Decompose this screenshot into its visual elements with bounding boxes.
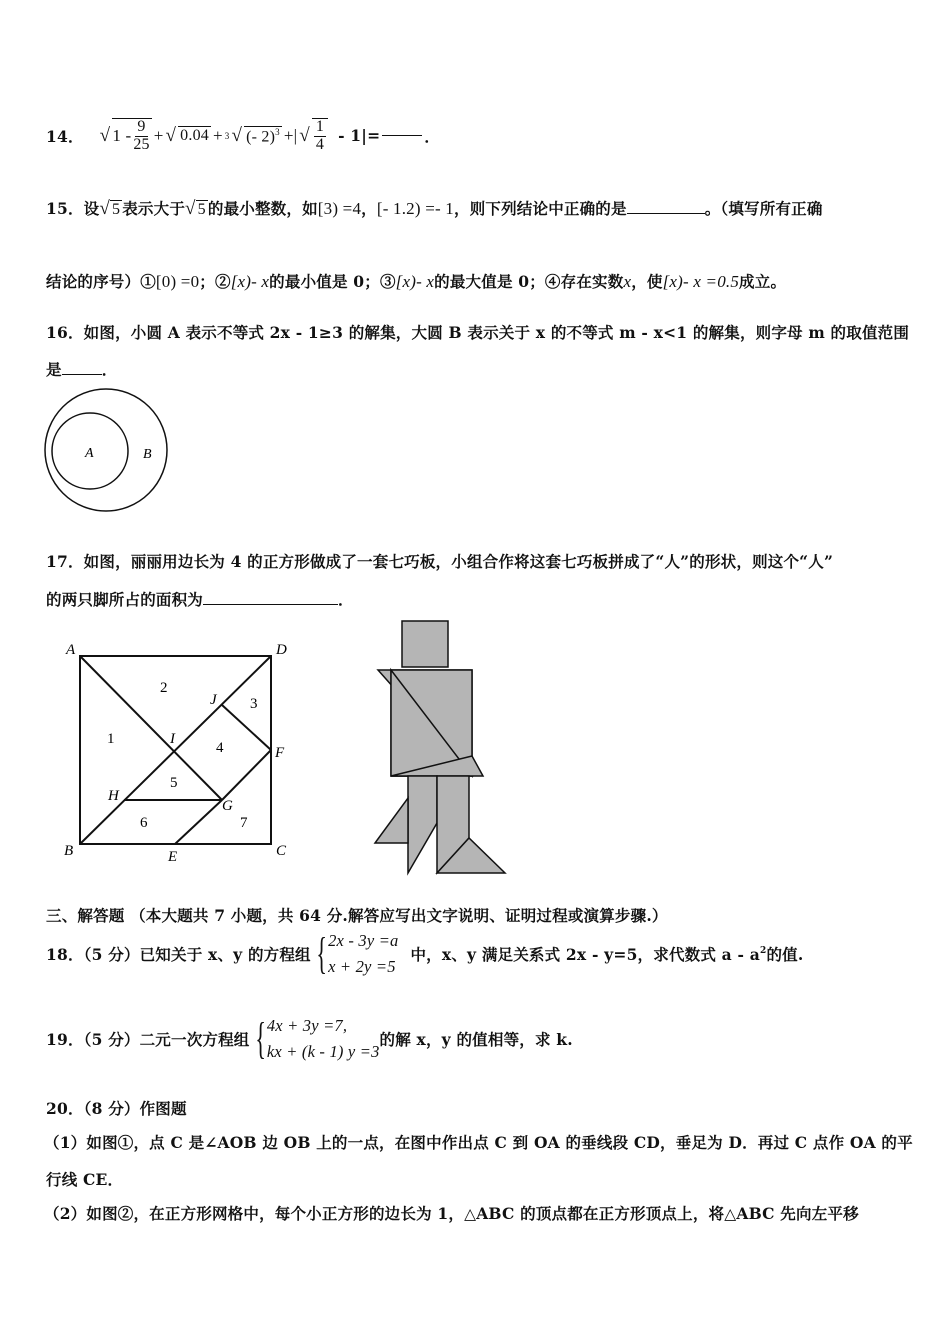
vertex-label: F xyxy=(275,745,285,761)
section-3-text: 三、解答题 （本大题共 7 小题，共 64 分.解答应写出文字说明、证明过程或演算步骤.） xyxy=(46,906,668,925)
question-15-line-2 xyxy=(46,270,786,292)
question-19 xyxy=(46,1013,573,1064)
q14-fraction-9-25 xyxy=(133,119,149,154)
fraction-numerator: 1 xyxy=(315,118,325,135)
q20-text: 20．（8 分）作图题 xyxy=(46,1099,187,1118)
question-20-part-2-line-1 xyxy=(44,1202,859,1224)
circle-b-label: B xyxy=(143,447,152,462)
q14-fraction-1-4 xyxy=(314,119,326,154)
answer-blank xyxy=(382,135,422,136)
left-foot-triangle xyxy=(375,798,408,843)
q14-radicand-2: 0.04 xyxy=(180,127,209,145)
vertex-label: H xyxy=(108,788,119,804)
question-20-title xyxy=(46,1097,187,1119)
sqrt-5: 5 xyxy=(197,201,206,218)
venn-circles-figure xyxy=(42,386,172,514)
q15-number: 15．设 xyxy=(46,199,100,218)
cube-root-index: 3 xyxy=(224,130,230,141)
segment-ge xyxy=(175,800,222,844)
question-16-line-2 xyxy=(46,358,117,380)
tangram-square-figure xyxy=(60,640,300,870)
q20-text: （1）如图①，点 C 是∠AOB 边 OB 上的一点，在图中作出点 C 到 OA 的垂线段 CD，垂足为 D．再过 C 点作 OA 的平 xyxy=(44,1133,913,1152)
q18-equation-system xyxy=(311,928,399,979)
q15-text: 结论的序号）① xyxy=(46,272,156,291)
vertex-label: C xyxy=(276,843,287,859)
q20-text: （2）如图②，在正方形网格中，每个小正方形的边长为 1，△ABC 的顶点都在正方形顶点上，将△ABC 先向左平移 xyxy=(44,1204,859,1223)
q15-text: 的最小值是 0；③ xyxy=(269,272,396,291)
answer-blank xyxy=(203,604,338,605)
q15-text: ，则下列结论中正确的是 xyxy=(454,199,627,218)
radical-sign: √ xyxy=(99,198,111,219)
q18-text: 中，x、y 满足关系式 2x - y=5，求代数式 a - a xyxy=(410,944,760,964)
q18-exponent: 2 xyxy=(759,946,767,956)
segment-gf xyxy=(222,750,271,800)
vertex-label: G xyxy=(222,798,233,814)
piece-label: 4 xyxy=(216,740,224,756)
piece-label: 3 xyxy=(250,696,258,712)
piece-label: 5 xyxy=(170,775,178,791)
circle-a-label: A xyxy=(85,446,94,461)
q17-text: 17．如图，丽丽用边长为 4 的正方形做成了一套七巧板，小组合作将这套七巧板拼成了“人”的形状，则这个“人” xyxy=(46,552,834,571)
q15-text: 的最大值是 0；④存在实数 xyxy=(434,272,624,291)
question-17-line-1 xyxy=(46,550,833,572)
left-leg-parallelogram xyxy=(408,776,437,873)
radical-sign: √ xyxy=(231,124,243,146)
diagonal-ag xyxy=(80,656,222,800)
q14-number: 14． xyxy=(46,126,84,146)
piece-label: 2 xyxy=(160,680,168,696)
question-14 xyxy=(46,118,440,154)
q16-text: 16．如图，小圆 A 表示不等式 2x - 1≥3 的解集，大圆 B 表示关于 x 的不等式 m - x<1 的解集，则字母 m 的取值范围 xyxy=(46,323,910,342)
question-16-line-1 xyxy=(46,321,909,343)
q16-text: ． xyxy=(101,360,118,379)
vertex-label: D xyxy=(276,642,287,658)
q15-conclusion-4: [x)- x =0.5 xyxy=(662,272,740,291)
radical-sign: √ xyxy=(185,198,196,219)
vertex-label: B xyxy=(64,843,74,859)
left-brace: { xyxy=(254,1013,266,1063)
question-17-line-2 xyxy=(46,588,354,610)
question-18 xyxy=(46,928,803,979)
vertex-label: I xyxy=(170,731,175,747)
q19-text: 19．（5 分）二元一次方程组 xyxy=(46,1029,250,1049)
q14-radicand-3 xyxy=(244,126,282,146)
piece-label: 7 xyxy=(240,815,248,831)
q15-text: 的最小整数，如 xyxy=(207,199,318,218)
left-brace: { xyxy=(316,928,327,978)
answer-blank xyxy=(627,213,705,214)
plus-sign: + xyxy=(212,125,223,145)
piece-label: 1 xyxy=(107,731,115,747)
question-20-part-1-line-1 xyxy=(44,1131,913,1153)
sqrt-5: 5 xyxy=(112,201,121,218)
q15-text: ，使 xyxy=(631,272,663,291)
segment-jf xyxy=(222,705,271,750)
q17-text: ． xyxy=(338,590,354,609)
question-20-part-1-line-2 xyxy=(46,1168,123,1190)
q18-equation-2: x + 2y =5 xyxy=(328,956,396,976)
q14-tail: - 1|= xyxy=(338,126,381,146)
q15-conclusion-3: [x)- x xyxy=(395,272,435,291)
q15-text: 表示大于 xyxy=(122,199,186,218)
q14-r3-base: (- 2) xyxy=(246,127,276,145)
q15-separator: ， xyxy=(361,199,377,218)
q14-end: ． xyxy=(424,126,441,146)
q14-radicand-4 xyxy=(312,118,328,154)
radical-sign: √ xyxy=(299,124,310,146)
q17-text: 的两只脚所占的面积为 xyxy=(46,590,204,609)
q19-equation-system xyxy=(250,1013,380,1064)
q16-text: 是 xyxy=(46,360,62,379)
section-3-heading xyxy=(46,904,668,926)
q15-text: 。（填写所有正确 xyxy=(704,199,823,218)
radical-sign: √ xyxy=(99,124,111,146)
q14-radicand-1 xyxy=(112,118,151,154)
vertex-label: E xyxy=(168,849,178,865)
plus-abs-open: +| xyxy=(283,125,298,145)
q15-conclusion-2: [x)- x xyxy=(230,272,270,291)
q19-equation-2: kx + (k - 1) y =3 xyxy=(266,1041,380,1061)
q15-example-2: [- 1.2) =- 1 xyxy=(376,199,454,218)
q14-r1-prefix: 1 - xyxy=(112,126,132,146)
answer-blank xyxy=(62,374,102,375)
q15-variable-x: x xyxy=(623,272,632,291)
q15-example-1: [3) =4 xyxy=(317,199,362,218)
q14-r3-exponent: 3 xyxy=(275,126,280,137)
radical-sign: √ xyxy=(165,124,177,146)
q15-conclusion-1: [0) =0 xyxy=(155,272,200,291)
fraction-numerator: 9 xyxy=(137,118,146,135)
question-15-line-1 xyxy=(46,197,823,220)
vertex-label: A xyxy=(66,642,76,658)
vertex-label: J xyxy=(210,692,217,708)
tangram-person-figure xyxy=(365,618,515,880)
q18-equation-1: 2x - 3y =a xyxy=(328,931,399,950)
q15-text: 成立。 xyxy=(739,272,787,291)
q18-text: 的值. xyxy=(766,944,804,964)
head-square xyxy=(402,621,448,667)
fraction-denominator: 4 xyxy=(315,135,325,153)
q18-text: 18．（5 分）已知关于 x、y 的方程组 xyxy=(46,944,311,964)
q20-text: 行线 CE． xyxy=(46,1170,124,1189)
q19-text: 的解 x，y 的值相等，求 k. xyxy=(379,1029,573,1049)
fraction-denominator: 25 xyxy=(133,135,150,153)
plus-sign: + xyxy=(153,125,164,145)
q15-text: ；② xyxy=(199,272,231,291)
piece-label: 6 xyxy=(140,815,148,831)
q19-equation-1: 4x + 3y =7, xyxy=(266,1016,348,1035)
